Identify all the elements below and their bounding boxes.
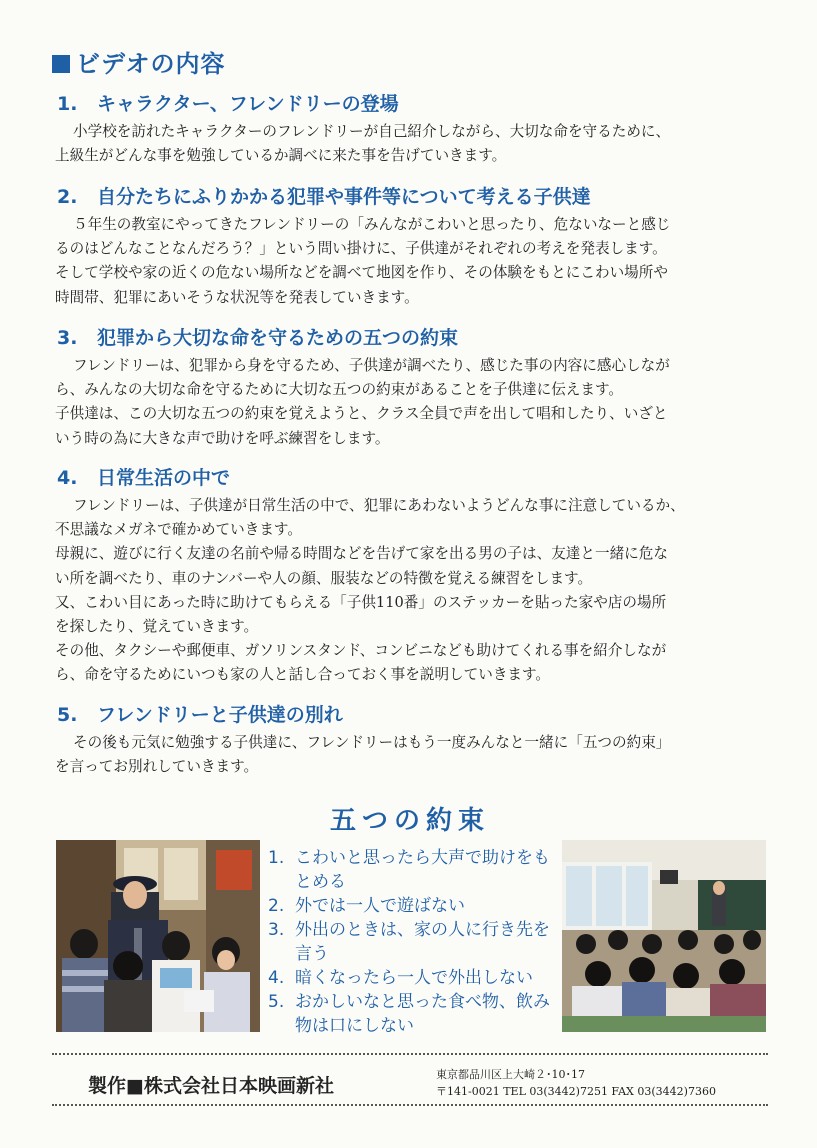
photo-classroom <box>562 840 766 1032</box>
promises-list <box>268 846 564 1038</box>
square-bullet-icon <box>52 55 70 73</box>
section-1 <box>55 90 775 168</box>
section-2 <box>55 183 775 310</box>
section-4 <box>55 464 775 688</box>
footer-divider-bottom <box>52 1104 768 1106</box>
company-address: 東京都品川区上大崎２･10･17 〒141-0021 TEL 03(3442)7251 FAX 03(3442)7360 <box>436 1068 716 1098</box>
promise-item: 5. おかしいなと思った食べ物、飲み物は口にしない <box>268 992 550 1036</box>
photo-officer-with-children <box>56 840 260 1032</box>
photo-officer-illustration <box>56 840 260 1032</box>
promise-item: 3. 外出のときは、家の人に行き先を言う <box>268 920 550 964</box>
section-heading: 5. フレンドリーと子供達の別れ <box>57 704 343 726</box>
section-body: ５年生の教室にやってきたフレンドリーの「みんながこわいと思ったり、危ないなーと感じ るのはどんなことなんだろう？」という問い掛けに、子供達がそれぞれの考えを発表します。 そして学校や家の近くの危ない場所などを調べて地図を作り、その体験をもとにこわい場所や 時間帯、犯罪にあいそうな状況等を発表していきます。 <box>55 216 671 306</box>
promise-item: 4. 暗くなったら一人で外出しない <box>268 968 533 988</box>
section-heading: 1. キャラクター、フレンドリーの登場 <box>57 93 399 115</box>
page-title: ビデオの内容 <box>52 44 226 79</box>
section-body: フレンドリーは、犯罪から身を守るため、子供達が調べたり、感じた事の内容に感心しなが ら、みんなの大切な命を守るために大切な五つの約束があることを子供達に伝えます。 子供達は、この大切な五つの約束を覚えようと、クラス全員で声を出して唱和したり、いざと いう時の為に大きな声で助けを呼ぶ練習をします。 <box>55 357 670 447</box>
section-heading: 4. 日常生活の中で <box>57 467 231 489</box>
photo-classroom-illustration <box>562 840 766 1032</box>
section-body: 小学校を訪れたキャラクターのフレンドリーが自己紹介しながら、大切な命を守るために、 上級生がどんな事を勉強しているか調べに来た事を告げていきます。 <box>55 123 671 165</box>
section-5 <box>55 701 775 779</box>
section-heading: 3. 犯罪から大切な命を守るための五つの約束 <box>57 327 459 349</box>
promise-item: 2. 外では一人で遊ばない <box>268 896 465 916</box>
section-heading: 2. 自分たちにふりかかる犯罪や事件等について考える子供達 <box>57 186 591 208</box>
promises-title: 五つの約束 <box>330 806 491 836</box>
section-body: その後も元気に勉強する子供達に、フレンドリーはもう一度みんなと一緒に「五つの約束」 を言ってお別れしていきます。 <box>55 734 671 776</box>
promise-item: 1. こわいと思ったら大声で助けをもとめる <box>268 848 550 892</box>
section-3 <box>55 324 775 451</box>
section-body: フレンドリーは、子供達が日常生活の中で、犯罪にあわないようどんな事に注意しているか、 不思議なメガネで確かめていきます。 母親に、遊びに行く友達の名前や帰る時間などを告げて家を出る男の子は、友達と一緒に危な い所を調べたり、車のナンバーや人の顔、服装などの特徴を覚える練習をします。 又、こわい目にあった時に助けてもらえる「子供110番」のステッカーを貼った家や店の場所 を探したり、覚えていきます。 その他、タクシーや郵便車、ガソリンスタンド、コンビニなども助けてくれる事を紹介しなが ら、命を守るためにいつも家の人と話し合っておく事を説明していきます。 <box>55 497 685 684</box>
footer-divider-top <box>52 1053 768 1055</box>
production-credit: 製作■株式会社日本映画新社 <box>88 1075 334 1097</box>
